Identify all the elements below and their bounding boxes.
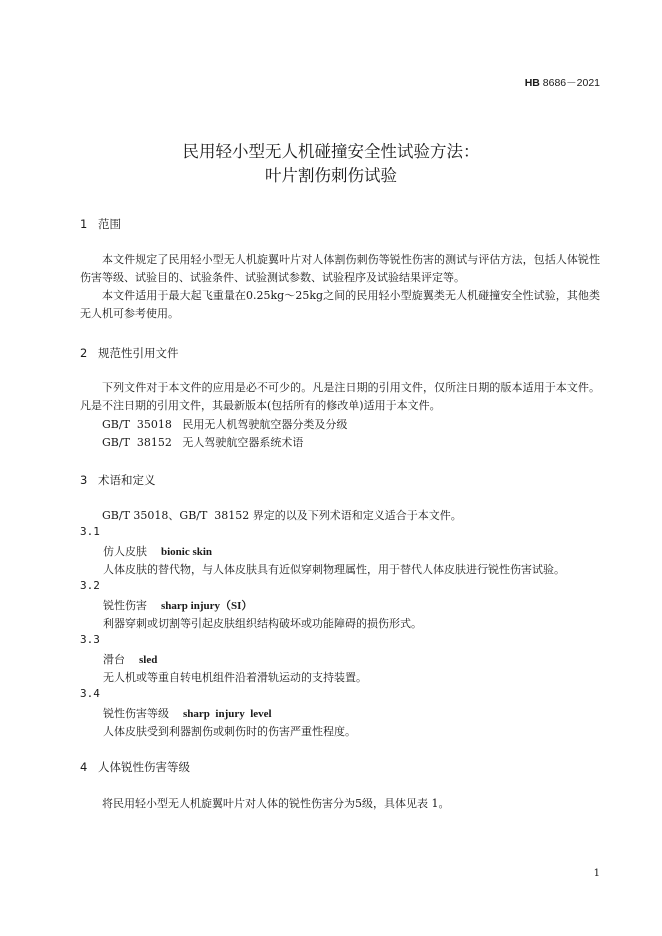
term-entry [103,543,212,559]
term-definition: 利器穿刺或切割等引起皮肤组织结构破坏或功能障碍的损伤形式。 [103,617,422,630]
normative-references-paragraph: 下列文件对于本文件的应用是必不可少的。凡是注日期的引用文件，仅所注日期的版本适用于本文件。凡是不注日期的引用文件，其最新版本(包括所有的修改单)适用于本文件。 [80,381,600,412]
scope-paragraph-1: 本文件规定了民用轻小型无人机旋翼叶片对人体割伤刺伤等锐性伤害的测试与评估方法，包括人体锐性伤害等级、试验目的、试验条件、试验测试参数、试验程序及试验结果评定等。 [80,253,600,284]
section-number: 1 [80,217,88,231]
section-4-heading [80,759,190,775]
term-chinese: 锐性伤害等级 [103,707,169,720]
term-entry [103,705,272,721]
section-1-heading [80,216,121,232]
term-number: 3.3 [80,633,100,646]
reference-item: GB/T 35018 民用无人机驾驶航空器分类及分级 [102,418,348,431]
document-title-line1: 民用轻小型无人机碰撞安全性试验方法： [182,142,480,161]
document-title-line2: 叶片割伤刺伤试验 [265,166,397,185]
term-english: sharp injury level [183,708,272,720]
section-3-heading [80,472,156,488]
term-definition: 人体皮肤的替代物，与人体皮肤具有近似穿刺物理属性，用于替代人体皮肤进行锐性伤害试验。 [103,563,565,576]
section-number: 2 [80,346,88,360]
term-english: sharp injury（SI） [161,600,253,612]
term-number: 3.4 [80,687,100,700]
section-title: 术语和定义 [98,473,156,487]
section-number: 4 [80,760,88,774]
term-chinese: 仿人皮肤 [103,545,147,558]
term-definition: 无人机或等重自转电机组件沿着滑轨运动的支持装置。 [103,671,367,684]
standard-number [525,75,600,90]
term-definition: 人体皮肤受到利器割伤或刺伤时的伤害严重性程度。 [103,725,356,738]
reference-item: GB/T 38152 无人驾驶航空器系统术语 [102,436,304,449]
term-number: 3.2 [80,579,100,592]
terms-intro: GB/T 35018、GB/T 38152 界定的以及下列术语和定义适合于本文件。 [102,509,462,522]
term-english: sled [139,654,158,666]
section-2-heading [80,345,179,361]
injury-level-paragraph: 将民用轻小型无人机旋翼叶片对人体的锐性伤害分为5级，具体见表 1。 [102,797,450,810]
section-title: 范围 [98,217,121,231]
standard-code: 8686－2021 [542,77,600,89]
scope-paragraph-2: 本文件适用于最大起飞重量在0.25kg～25kg之间的民用轻小型旋翼类无人机碰撞安全性试验，其他类无人机可参考使用。 [80,289,600,320]
term-chinese: 滑台 [103,653,125,666]
section-title: 规范性引用文件 [98,346,179,360]
section-title: 人体锐性伤害等级 [98,760,190,774]
term-chinese: 锐性伤害 [103,599,147,612]
term-number: 3.1 [80,525,100,538]
term-entry [103,597,252,613]
standard-prefix: HB [524,77,540,89]
term-entry [103,651,157,667]
section-number: 3 [80,473,88,487]
term-english: bionic skin [161,546,213,558]
page-number: 1 [593,868,600,879]
